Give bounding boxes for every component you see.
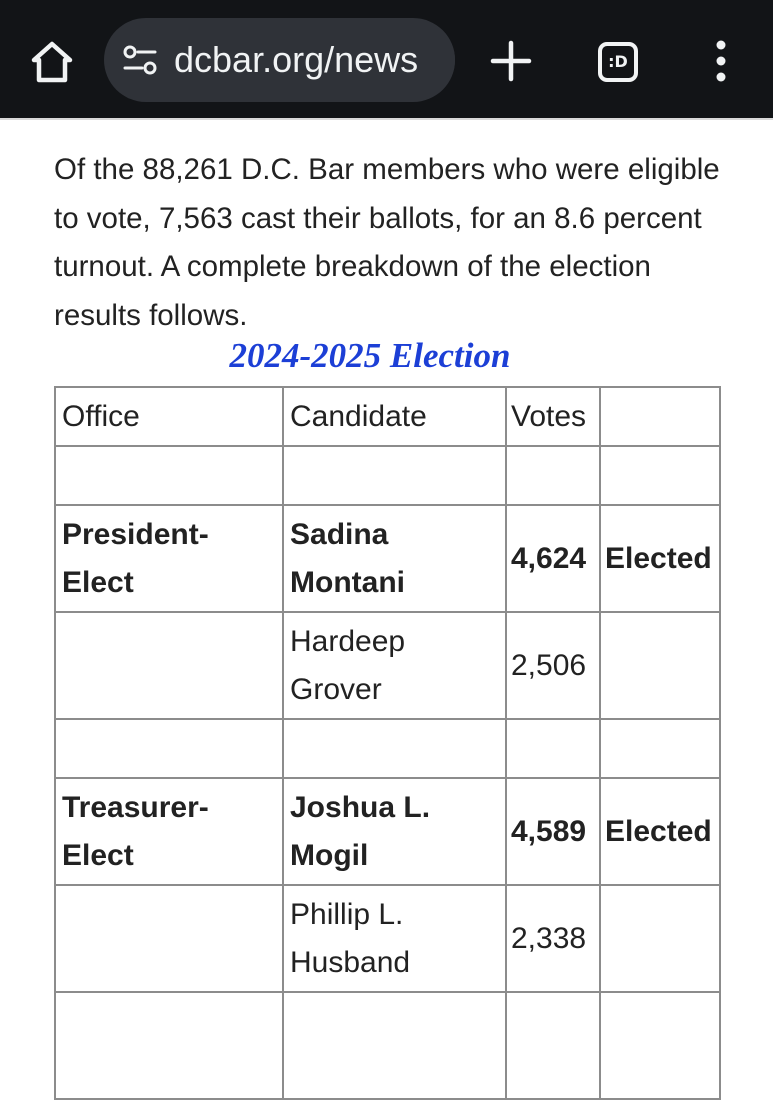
url-text[interactable]: dcbar.org/news — [174, 39, 419, 80]
election-title: 2024-2025 Election — [229, 336, 511, 375]
browser-toolbar — [0, 0, 773, 120]
cell-office — [55, 992, 283, 1099]
site-settings-icon[interactable] — [122, 44, 158, 76]
cell-votes: 4,624 — [506, 505, 600, 612]
cell-candidate — [283, 719, 506, 778]
cell-office — [55, 885, 283, 992]
home-icon — [28, 38, 76, 86]
cell-votes — [506, 992, 600, 1099]
cell-status — [600, 612, 720, 719]
election-results-table — [54, 386, 721, 1100]
cell-votes — [506, 446, 600, 505]
table-row — [55, 778, 720, 885]
table-row — [55, 446, 720, 505]
table-row-partial — [55, 992, 720, 1099]
cell-status: Elected — [600, 505, 720, 612]
table-row — [55, 505, 720, 612]
cell-votes: 2,506 — [506, 612, 600, 719]
cell-status — [600, 446, 720, 505]
header-candidate: Candidate — [283, 387, 506, 446]
new-tab-button[interactable] — [488, 38, 534, 84]
cell-candidate — [283, 992, 506, 1099]
header-votes: Votes — [506, 387, 600, 446]
intro-paragraph: Of the 88,261 D.C. Bar members who were eligible to vote, 7,563 cast their ballots, for an 8.6 percent turnout. A complete breakdown of the election results follows. — [54, 153, 720, 332]
cell-candidate: Joshua L. Mogil — [283, 778, 506, 885]
cell-votes — [506, 719, 600, 778]
address-bar[interactable] — [104, 18, 455, 102]
cell-candidate: Hardeep Grover — [283, 612, 506, 719]
tab-switcher-icon[interactable]: :D — [598, 42, 638, 82]
cell-status — [600, 885, 720, 992]
cell-candidate: Sadina Montani — [283, 505, 506, 612]
cell-office — [55, 719, 283, 778]
cell-status: Elected — [600, 778, 720, 885]
cell-office — [55, 446, 283, 505]
header-status — [600, 387, 720, 446]
cell-candidate — [283, 446, 506, 505]
cell-votes: 4,589 — [506, 778, 600, 885]
cell-candidate: Phillip L. Husband — [283, 885, 506, 992]
cell-office — [55, 612, 283, 719]
cell-status — [600, 992, 720, 1099]
cell-votes: 2,338 — [506, 885, 600, 992]
table-header-row — [55, 387, 720, 446]
table-row — [55, 719, 720, 778]
cell-office: President-Elect — [55, 505, 283, 612]
header-office: Office — [55, 387, 283, 446]
more-options-button[interactable] — [706, 38, 736, 84]
more-options-icon — [706, 38, 736, 84]
url-fade — [427, 18, 455, 102]
cell-status — [600, 719, 720, 778]
table-row — [55, 612, 720, 719]
home-button[interactable] — [28, 38, 76, 86]
table-row — [55, 885, 720, 992]
new-tab-icon — [488, 38, 534, 84]
cell-office: Treasurer-Elect — [55, 778, 283, 885]
